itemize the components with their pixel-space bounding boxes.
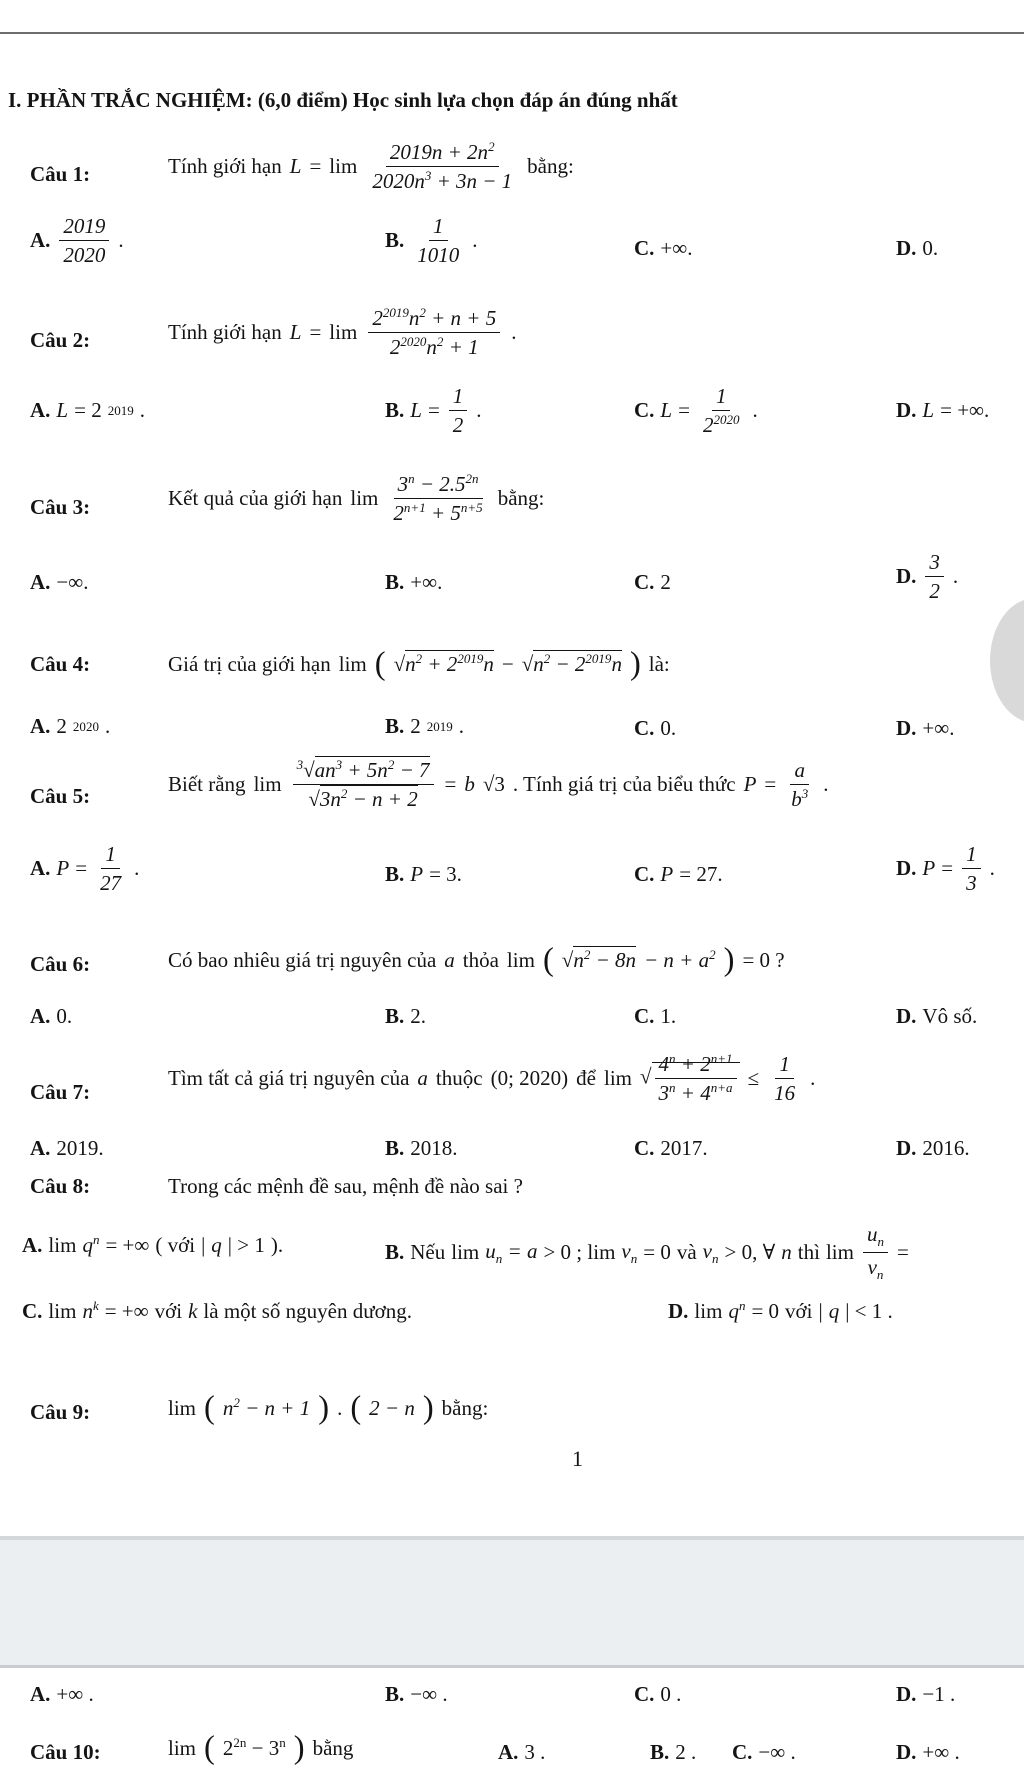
q7-text: Tìm tất cả giá trị nguyên của a thuộc (0; 2020) để lim √ $\frac{4^n + 2^{n+1}}{3^n + 4^{n+a}}$ ≤ $\frac{1}{16}$ . (168, 1051, 816, 1106)
q1-label: Câu 1: (30, 162, 91, 186)
q6-option-a[interactable]: A. 0. (30, 1004, 73, 1028)
q5-option-c[interactable]: C. P = 27. (634, 862, 723, 886)
q6-label: Câu 6: (30, 952, 91, 976)
q7-option-a[interactable]: A. 2019. (30, 1136, 104, 1160)
q1-suffix: bằng: (527, 154, 574, 179)
top-rule (0, 32, 1024, 34)
q6-option-d[interactable]: D. Vô số. (896, 1004, 978, 1028)
q5-option-d[interactable]: D. P = $\frac{1}{3}$ . (896, 842, 995, 896)
q7-option-d[interactable]: D. 2016. (896, 1136, 970, 1160)
q10-option-a[interactable]: A. 3 . (498, 1740, 546, 1764)
q8-label: Câu 8: (30, 1174, 91, 1198)
q3-label: Câu 3: (30, 495, 91, 519)
q6-option-b[interactable]: B. 2. (385, 1004, 427, 1028)
q4-option-a[interactable]: A. 2 2020 . (30, 714, 111, 738)
q9-option-a[interactable]: A. +∞ . (30, 1682, 94, 1706)
q8-option-b[interactable]: B. Nếu lim $u_n = a$ > 0 ; lim $v_n$ = 0 và $v_n$ > 0, ∀ n thì lim $\frac{u_n}{v_n}$ = (385, 1222, 909, 1283)
q8-text: Trong các mệnh đề sau, mệnh đề nào sai ? (168, 1174, 523, 1198)
q3-option-a[interactable]: A. −∞. (30, 570, 89, 594)
q2-option-b[interactable]: B. L = $\frac{1}{2}$ . (385, 384, 482, 438)
q9-option-c[interactable]: C. 0 . (634, 1682, 682, 1706)
q5-label: Câu 5: (30, 784, 91, 808)
q10-label: Câu 10: (30, 1740, 101, 1764)
q3-option-b[interactable]: B. +∞. (385, 570, 443, 594)
q5-option-b[interactable]: B. P = 3. (385, 862, 462, 886)
q1-option-c[interactable]: C. +∞. (634, 236, 693, 260)
q4-label: Câu 4: (30, 652, 91, 676)
q8-option-c[interactable]: C. lim $n^k$ = +∞ với k là một số nguyên dương. (22, 1298, 412, 1323)
q7-option-b[interactable]: B. 2018. (385, 1136, 458, 1160)
q9-option-d[interactable]: D. −1 . (896, 1682, 956, 1706)
q4-option-d[interactable]: D. +∞. (896, 716, 955, 740)
q5-text: Biết rằng lim $\frac{^3√an^3 + 5n^2 - 7}{√3n^2 - n + 2}$ = b √3 . Tính giá trị của biểu thức P = $\frac{a}{b^3}$ . (168, 757, 829, 812)
q2-option-d[interactable]: D. L = +∞. (896, 398, 990, 422)
q1-fraction: $\frac{2019n + 2n^2}{2020n^3 + 3n - 1}$ (372, 139, 513, 194)
q3-text: Kết quả của giới hạn lim $\frac{3^n - 2.5^{2n}}{2^{n+1} + 5^{n+5}}$ bằng: (168, 471, 545, 526)
q1-option-b[interactable]: B. $\frac{1}{1010}$ . (385, 214, 478, 268)
q3-option-d[interactable]: D. $\frac{3}{2}$ . (896, 550, 959, 604)
q7-label: Câu 7: (30, 1080, 91, 1104)
q9-text: lim ( $n^2 - n + 1$ ) . ( 2 − n ) bằng: (168, 1390, 489, 1426)
q6-text: Có bao nhiêu giá trị nguyên của a thỏa lim ( $√n^2 - 8n$ − $n + a^2$ ) = 0 ? (168, 942, 785, 978)
q1-prefix: Tính giới hạn (168, 154, 282, 179)
q10-option-d[interactable]: D. +∞ . (896, 1740, 960, 1764)
scroll-overlay-circle (990, 598, 1024, 723)
q10-option-c[interactable]: C. −∞ . (732, 1740, 796, 1764)
section-heading: I. PHẦN TRẮC NGHIỆM: (6,0 điểm) Học sinh lựa chọn đáp án đúng nhất (8, 88, 678, 112)
q6-option-c[interactable]: C. 1. (634, 1004, 677, 1028)
q1-text: Tính giới hạn L = lim $\frac{2019n + 2n^2}{2020n^3 + 3n - 1}$ bằng: (168, 139, 574, 194)
page-number: 1 (572, 1446, 583, 1471)
q9-label: Câu 9: (30, 1400, 91, 1424)
q2-option-a[interactable]: A. L = 2 2019 . (30, 398, 145, 422)
q4-text: Giá trị của giới hạn lim ( $√n^2 + 2^{2019}n$ − $√n^2 - 2^{2019}n$ ) là: (168, 646, 670, 682)
q10-text: lim ( $2^{2n} - 3^n$ ) bằng (168, 1730, 354, 1766)
q3-option-c[interactable]: C. 2 (634, 570, 671, 594)
q8-option-d[interactable]: D. lim $q^n$ = 0 với | q | < 1 . (668, 1298, 893, 1323)
q4-option-c[interactable]: C. 0. (634, 716, 677, 740)
q7-option-c[interactable]: C. 2017. (634, 1136, 708, 1160)
q5-option-a[interactable]: A. P = $\frac{1}{27}$ . (30, 842, 140, 896)
q9-option-b[interactable]: B. −∞ . (385, 1682, 448, 1706)
page-break-edge (0, 1665, 1024, 1668)
q8-option-a[interactable]: A. lim $q^n$ = +∞ ( với | q | > 1 ). (22, 1232, 284, 1257)
q2-label: Câu 2: (30, 328, 91, 352)
q1-option-a[interactable]: A. $\frac{2019}{2020}$ . (30, 214, 124, 268)
page-break (0, 1540, 1024, 1665)
q2-text: Tính giới hạn L = lim $\frac{2^{2019}n^2 + n + 5}{2^{2020}n^2 + 1}$ . (168, 305, 517, 360)
q4-option-b[interactable]: B. 2 2019 . (385, 714, 465, 738)
q2-option-c[interactable]: C. L = $\frac{1}{2^{2020}}$ . (634, 384, 758, 438)
q1-option-d[interactable]: D. 0. (896, 236, 939, 260)
q10-option-b[interactable]: B. 2 . (650, 1740, 697, 1764)
